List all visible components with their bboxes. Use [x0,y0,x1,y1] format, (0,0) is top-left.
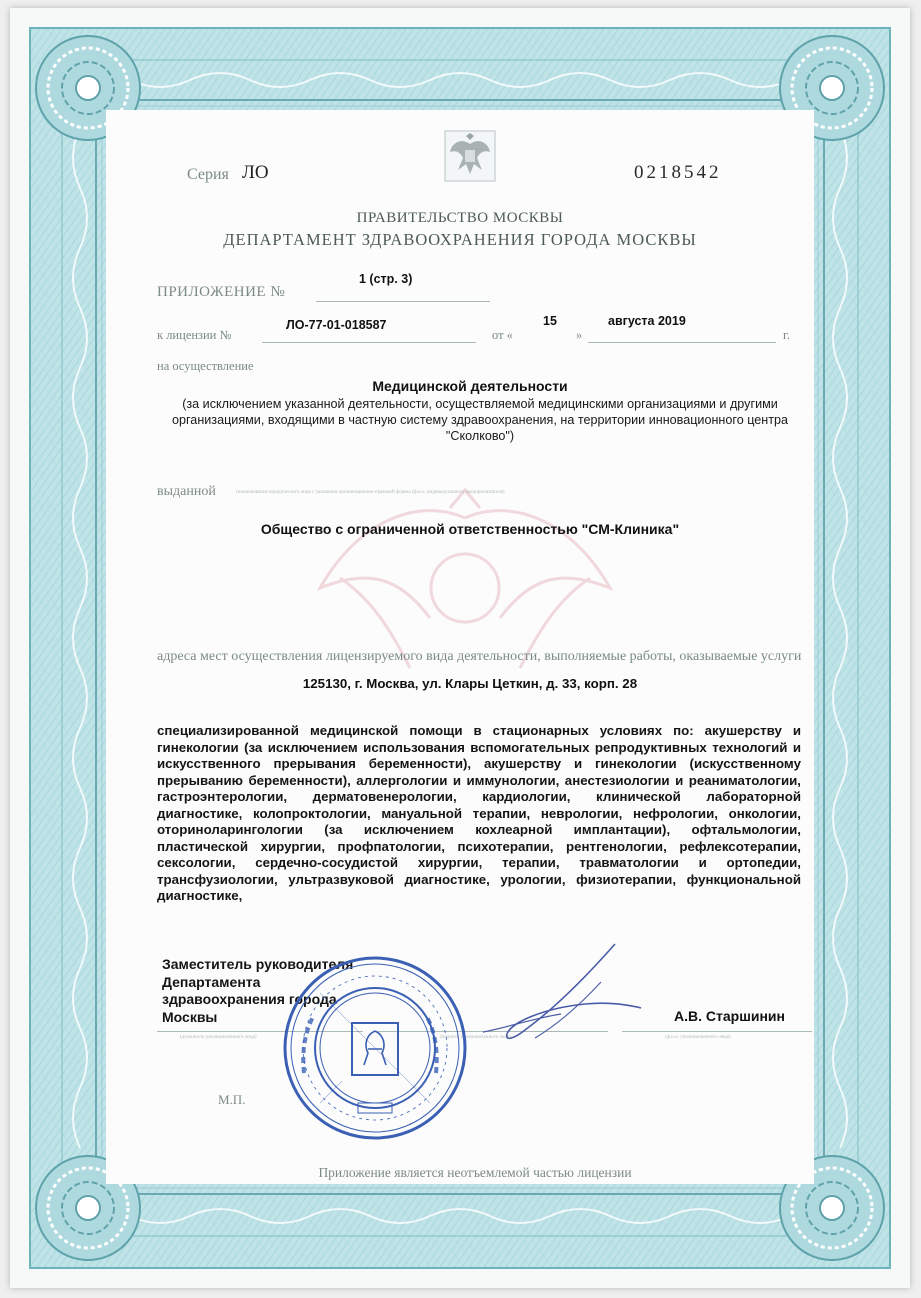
government-title: ПРАВИТЕЛЬСТВО МОСКВЫ [356,210,564,226]
license-month-year: августа 2019 [608,314,686,328]
department-title: ДЕПАРТАМЕНТ ЗДРАВООХРАНЕНИЯ ГОРОДА МОСКВЫ [223,230,697,249]
serial-number: 0218542 [634,162,722,183]
signer-position-line: Заместитель руководителя [162,956,354,972]
series-label: Серия [187,166,229,183]
organization-name: Общество с ограниченной ответственностью "СМ-Клиника" [260,521,680,537]
caption-signature: (подпись уполномоченного лица) [440,1035,512,1040]
signer-position-line: здравоохранения города [162,991,337,1007]
signer-position-line: Москвы [162,1008,218,1025]
signer-position-line: Департамента [162,973,261,990]
license-from-label: от « [492,328,513,342]
address-value: 125130, г. Москва, ул. Клары Цеткин, д. 33, корп. 28 [302,676,638,691]
series-value: ЛО [242,162,269,183]
activity-description: (за исключением указанной деятельности, осуществляемой медицинскими организациями и другими организациями, входящими в частную систему здравоохранения, на территории инновационного центра "Сколково") [171,397,789,443]
caption-position: (должность уполномоченного лица) [180,1035,257,1040]
license-day-close: » [576,328,583,342]
license-year-suffix: г. [783,328,790,342]
handwritten-signature-icon [465,938,645,1048]
official-seal-icon [280,953,470,1143]
footer-note: Приложение является неотъемлемой частью лицензии [318,1165,632,1180]
caption-name: (ф.и.о. уполномоченного лица) [665,1035,731,1040]
license-page [10,8,910,1288]
signer-name: А.В. Старшинин [674,1008,785,1024]
appendix-number: 1 (стр. 3) [359,272,413,286]
activity-label: на осуществление [157,359,254,373]
license-label: к лицензии № [157,328,232,342]
mp-label: М.П. [218,1092,246,1107]
services-text: специализированной медицинской помощи в стационарных условиях по: акушерству и гинекологии (за исключением использования вспомогательных репродуктивных технологий и искусственного прерывания беременности), акушерству и гинекологии (искусственному прерыванию беременности), аллергологии и иммунологии, анестезиологии и реаниматологии, гастроэнтерологии, дерматовенерологии, кардиологии, клинической лабораторной диагностике, колопроктологии, мануальной терапии, неврологии, нефрологии, онкологии, оториноларингологии (за исключением кохлеарной имплантации), офтальмологии, пластической хирургии, профпатологии, психотерапии, рентгенологии, рефлексотерапии, сексологии, сердечно-сосудистой хирургии, терапии, травматологии и ортопедии, трансфузиологии, ультразвуковой диагностике, урологии, физиотерапии, функциональной диагностике, [157,723,801,903]
address-label: адреса мест осуществления лицензируемого вида деятельности, выполняемые работы, оказываемые услуги [157,649,802,664]
license-number: ЛО-77-01-018587 [286,318,387,332]
coat-of-arms-icon [444,130,496,182]
appendix-label: ПРИЛОЖЕНИЕ № [157,284,286,300]
issued-caption: (наименование юридического лица с указанием организационно-правовой формы (ф.и.о. индивидуального предпринимателя) [236,490,505,495]
activity-title: Медицинской деятельности [372,378,568,394]
license-day: 15 [543,314,557,328]
issued-label: выданной [157,484,216,499]
